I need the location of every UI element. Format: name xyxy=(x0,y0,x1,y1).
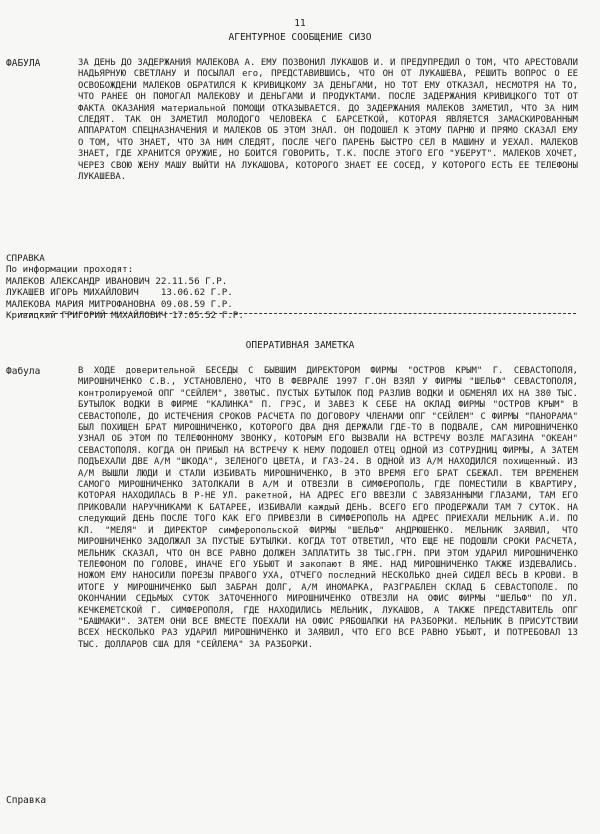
section1-fabula-label: ФАБУЛА xyxy=(6,58,41,69)
page-number: 11 xyxy=(294,18,306,29)
section1-spravka xyxy=(6,253,244,321)
section1-fabula-text: ЗА ДЕНЬ ДО ЗАДЕРЖАНИЯ МАЛЕКОВА А. ЕМУ ПОЗВОНИЛ ЛУКАШОВ И. И ПРЕДУПРЕДИЛ О ТОМ, ЧТО АРЕСТОВАЛИ НАДЬЯРНУЮ СВЕТЛАНУ И ПОСЫЛАЛ его, ПРЕДСТАВИВШИСЬ, ЧТО ОН ОТ ЛУКАШЕВА, РЕШИТЬ ВОПРОС О ЕЕ ОСВОБОЖДЕНИ МАЛЕКОВ ОБРАТИЛСЯ К КРИВИЦКОМУ ЗА ДЕНЬГАМИ, НО ТОТ ЕМУ ОТКАЗАЛ, НЕСМОТРЯ НА ТО, ЧТО РАНЕЕ ОН ПОМОГАЛ МАЛЕКОВУ И ДЕНЬГАМИ И ПРОДУКТАМИ. ПОСЛЕ ЗАДЕРЖАНИЯ КРИВИЦКОГО ТОТ ОТ ФАКТА ОКАЗАНИЯ материальной ПОМОЩИ ОТКАЗЫВАЕТСЯ. ДО ЗАДЕРЖАНИЯ МАЛЕКОВ ЗАМЕТИЛ, ЧТО ЗА НИМ СЛЕДЯТ. ТАК ОН ЗАМЕТИЛ МОЛОДОГО ЧЕЛОВЕКА С БАРСЕТКОЙ, КОТОРАЯ ЯВЛЯЕТСЯ ЗАМАСКИРОВАННЫМ АППАРАТОМ СПЕЦНАЗНАЧЕНИЯ И МАЛЕКОВ ОБ ЭТОМ ЗНАЛ. ОН ПОДОШЕЛ К ЭТОМУ ПАРНЮ И ПРЯМО СКАЗАЛ ЕМУ О ТОМ, ЧТО ЗНАЕТ, ЧТО ЗА НИМ СЛЕДЯТ, ПОСЛЕ ЧЕГО ПАРЕНЬ БЫСТРО СЕЛ В МАШИНУ И УЕХАЛ. МАЛЕКОВ ЗНАЕТ, ГДЕ ХРАНИТСЯ ОРУЖИЕ, НО БОИТСЯ ГОВОРИТЬ, Т.К. ПОСЛЕ ЭТОГО ЕГО "УБЕРУТ". МАЛЕКОВ ХОЧЕТ, ЧЕРЕЗ СВОЮ ЖЕНУ МАШУ ВЫЙТИ НА ЛУКАШОВА, КОТОРОГО ЗНАЕТ ЕЕ СОСЕД, У КОТОРОГО ЕСТЬ ЕЕ ТЕЛЕФОНЫ ЛУКАШЕВА. xyxy=(78,58,578,183)
section-divider xyxy=(20,313,576,314)
section2-fabula-text: В ХОДЕ доверительной БЕСЕДЫ С БЫВШИМ ДИРЕКТОРОМ ФИРМЫ "ОСТРОВ КРЫМ" Г. СЕВАСТОПОЛЯ, МИРОШНИЧЕНКО С.В., УСТАНОВЛЕНО, ЧТО В ФЕВРАЛЕ 1997 Г.ОН ВЗЯЛ У ФИРМЫ "ШЕЛЬФ" СЕВАСТОПОЛЯ, контролируемой ОПГ "СЕЙЛЕМ", 380ТЫС. ПУСТЫХ БУТЫЛОК ПОД РАЗЛИВ ВОДКИ И ОБМЕНЯЛ ИХ НА 380 ТЫС. БУТЫЛОК ВОДКИ В ФИРМЕ "КАЛИНКА" П. ГРЭС, И ЗАВЕЗ К СЕБЕ НА ОКЛАД ФИРМЫ "ОСТРОВ КРЫМ" В СЕВАСТОПОЛЕ, ДО ИСТЕЧЕНИЯ СРОКОВ РАСЧЕТА ПО ДОГОВОРУ ЧЛЕНАМИ ОПГ "СЕЙЛЕМ" С ФИРМЫ "ПАНОРАМА" БЫЛ ПОХИЩЕН БРАТ МИРОШНИЧЕНКО, КОТОРОГО ДВА ДНЯ ДЕРЖАЛИ ГДЕ-ТО В ПОДВАЛЕ, САМ МИРОШНИЧЕНКО УЗНАЛ ОБ ЭТОМ ПО ТЕЛЕФОННОМУ ЗВОНКУ, КОТОРЫМ ЕГО ВЫЗВАЛИ НА ВСТРЕЧУ ВОЗЛЕ МАГАЗИНА "ОКЕАН" СЕВАСТОПОЛЯ. КОГДА ОН ПРИБЫЛ НА ВСТРЕЧУ К НЕМУ ПОДОШЕЛ ОТЕЦ ОДНОЙ ИЗ СОТРУДНИЦ ФИРМЫ, А ЗАТЕМ ПОДЪЕХАЛИ ДВЕ А/М "ШКОДА", ЗЕЛЕНОГО ЦВЕТА, И ГАЗ-24. В ОДНОЙ ИЗ А/М НАХОДИЛСЯ похищенный. ИЗ А/М ВЫШЛИ ЛЮДИ И СТАЛИ ИЗБИВАТЬ МИРОШНИЧЕНКО, В ЭТО ВРЕМЯ ЕГО БРАТ СБЕЖАЛ. ТЕМ ВРЕМЕНЕМ САМОГО МИРОШНИЧЕНКО ЗАТОЛКАЛИ В А/М И ОТВЕЗЛИ В СИМФЕРОПОЛЬ, ГДЕ ПОМЕСТИЛИ В КВАРТИРУ, КОТОРАЯ НАХОДИЛАСЬ В Р-НЕ УЛ. ракетной, НА АДРЕС ЕГО ВВЕЗЛИ С ЗАВЯЗАННЫМИ ГЛАЗАМИ, ТАМ ЕГО ПРИКОВАЛИ НАРУЧНИКАМИ К БАТАРЕЕ, ИЗБИВАЛИ каждый ДЕНЬ. ВСЕГО ЕГО ПРОДЕРЖАЛИ ТАМ 7 СУТОК. НА следующий ДЕНЬ ПОСЛЕ ТОГО КАК ЕГО ПРИВЕЗЛИ В СИМФЕРОПОЛЬ НА АДРЕС ПРИЕХАЛИ МЕЛЬНИК А.И. ПО КЛ. "МЕЛЯ" И ДИРЕКТОР симферопольской ФИРМЫ "ШЕЛЬФ" АНДРЮШЕНКО. МЕЛЬНИК ЗАЯВИЛ, ЧТО МИРОШНИЧЕНКО ЗАДОЛЖАЛ ЗА ПУСТЫЕ БУТЫЛКИ. КОГДА ТОТ ОТВЕТИЛ, ЧТО ЕЩЕ НЕ ПОДОШЛИ СРОКИ РАСЧЕТА, МЕЛЬНИК СКАЗАЛ, ЧТО ОН ВСЕ РАВНО ДОЛЖЕН ЗАПЛАТИТЬ 38 ТЫС.ГРН. ПРИ ЭТОМ УДАРИЛ МИРОШНИЧЕНКО ТЕЛЕФОНОМ ПО ГОЛОВЕ, ИНАЧЕ ЕГО УБЬЮТ И закопают В ЯМЕ. НАД МИРОШНИЧЕНКО ТАКЖЕ ИЗДЕВАЛИСЬ. НОЖОМ ЕМУ НАНОСИЛИ ПОРЕЗЫ ПРАВОГО УХА, ОТЧЕГО последний НЕСКОЛЬКО дней СИДЕЛ ВЕСЬ В КРОВИ. В ИТОГЕ У МИРОШНИЧЕНКО БЫЛ ЗАБРАН ДОЛГ, А/М ИНОМАРКА, РАЗГРАБЛЕН СКЛАД Б СЕВАСТОПОЛЕ. ПО ОКОНЧАНИИ СЕДЬМЫХ СУТОК ЗАТОЧЕННОГО МИРОШНИЧЕНКО ОТВЕЗЛИ НА ОФИС ФИРМЫ "ШЕЛЬФ" ПО УЛ. КЕЧКЕМЕТСКОЙ Г. СИМФЕРОПОЛЯ, ГДЕ НАХОДИЛИСЬ МЕЛЬНИК, ЛУКАШОВ, А ТАКЖЕ ПРЕДСТАВИТЕЛЬ ОПГ "БАШМАКИ". ЗАТЕМ ОНИ ВСЕ ВМЕСТЕ ПОЕХАЛИ НА ОФИС РЯБОШАПКИ НА РАЗБОРКИ. МЕЛЬНИК В ПРИСУТСТВИИ ВСЕХ НЕСКОЛЬКО РАЗ УДАРИЛ МИРОШНИЧЕНКО И ЗАЯВИЛ, ЧТО ЕГО ВСЕ РАВНО УБЬЮТ, И ПОТРЕБОВАЛ 13 ТЫС. ДОЛЛАРОВ США ДЛЯ "СЕЙЛЕМА" ЗА РАЗБОРКИ. xyxy=(78,366,578,650)
section1-spravka-label: СПРАВКА xyxy=(6,253,45,264)
person-line: МАЛЕКОВ АЛЕКСАНДР ИВАНОВИЧ 22.11.56 Г.Р. xyxy=(6,275,228,287)
person-line: Кривицкий ГРИГОРИЙ МИХАЙЛОВИЧ 17.05.52 Г.Р. xyxy=(6,310,244,322)
person-line: МАЛЕКОВА МАРИЯ МИТРОФАНОВНА 09.08.59 Г.Р. xyxy=(6,298,233,310)
section1-title: АГЕНТУРНОЕ СООБЩЕНИЕ СИЗО xyxy=(228,32,372,43)
section2-fabula-label: Фабула xyxy=(6,366,41,377)
section2-spravka-label: Справка xyxy=(6,795,47,806)
section1-spravka-intro: По информации проходят: xyxy=(6,264,134,276)
section2-title: ОПЕРАТИВНАЯ ЗАМЕТКА xyxy=(245,340,355,351)
person-line: ЛУКАШЕВ ИГОРЬ МИХАЙЛОВИЧ 13.06.62 Г.Р. xyxy=(6,287,233,299)
